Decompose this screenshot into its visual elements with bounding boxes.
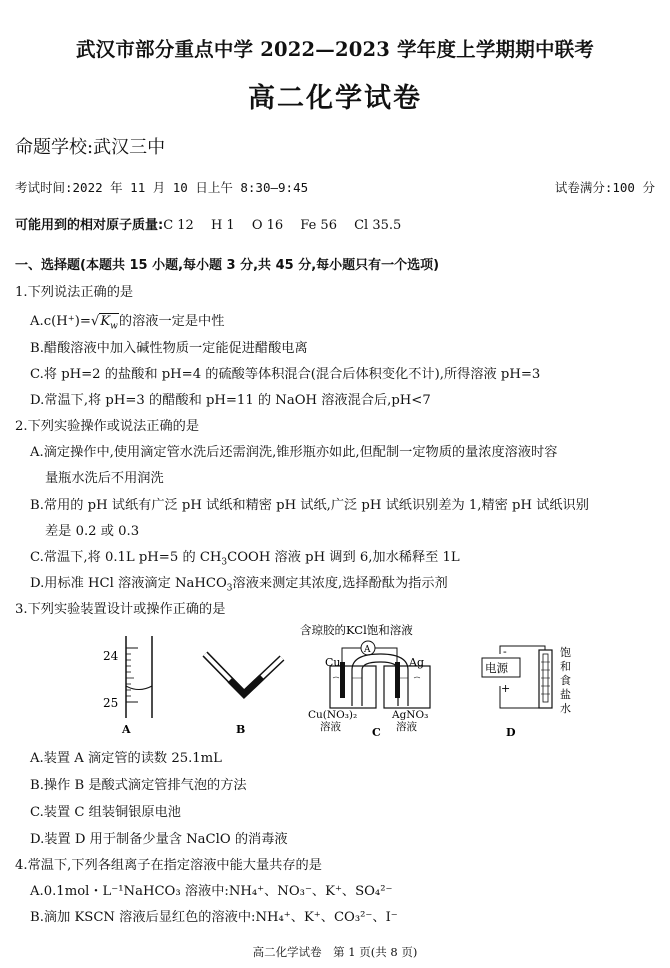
q1-a-pre: A.c(H⁺)= — [30, 314, 91, 329]
q1-option-a — [30, 310, 224, 332]
label-b: B — [236, 723, 246, 736]
page-footer: 高二化学试卷 第 1 页(共 8 页) — [252, 945, 418, 959]
q2-option-a-line1: A.滴定操作中,使用滴定管水洗后还需润洗,锥形瓶亦如此,但配制一定物质的量浓度溶液时容 — [30, 445, 558, 460]
q1-stem: 1.下列说法正确的是 — [15, 285, 134, 300]
tick-24: 24 — [103, 649, 119, 663]
q1-option-d: D.常温下,将 pH=3 的醋酸和 pH=11 的 NaOH 溶液混合后,pH<7 — [30, 393, 431, 408]
q1-a-post: 的溶液一定是中性 — [118, 314, 225, 329]
label-a: A — [122, 723, 131, 736]
cu-solution-label: Cu(NO₃)₂ — [308, 709, 358, 721]
paper-subtitle: 高二化学试卷 — [248, 83, 422, 114]
cu-solution-label-2: 溶液 — [320, 721, 341, 733]
q4-stem: 4.常温下,下列各组离子在指定溶液中能大量共存的是 — [15, 858, 322, 873]
atomic-mass-values: C 12 H 1 O 16 Fe 56 Cl 35.5 — [163, 218, 402, 233]
brine-char-3: 食 — [560, 674, 571, 687]
exam-time: 考试时间:2022 年 11 月 10 日上午 8:30—9:45 — [15, 180, 309, 195]
q1-a-sqrt: $K_w$ — [100, 314, 118, 332]
minus-sign: - — [503, 645, 507, 658]
apparatus-a-burette — [103, 636, 152, 736]
salt-bridge-label: 含琼胶的KCl饱和溶液 — [300, 623, 413, 637]
label-c: C — [372, 726, 381, 739]
ag-solution-label-2: 溶液 — [396, 721, 417, 733]
q2-option-b-line2: 差是 0.2 或 0.3 — [45, 524, 140, 539]
setter-school: 命题学校:武汉三中 — [15, 137, 166, 158]
power-source-label: 电源 — [485, 661, 508, 675]
brine-char-5: 水 — [560, 702, 571, 715]
exam-title: 武汉市部分重点中学 2022—2023 学年度上学期期中联考 — [75, 38, 595, 61]
apparatus-b-burette — [205, 654, 282, 736]
q3-option-b: B.操作 B 是酸式滴定管排气泡的方法 — [30, 778, 247, 793]
q3-option-a: A.装置 A 滴定管的读数 25.1mL — [30, 751, 222, 766]
q3-apparatus-figure — [0, 618, 670, 743]
q2-option-b-line1: B.常用的 pH 试纸有广泛 pH 试纸和精密 pH 试纸,广泛 pH 试纸识别差为 1,精密 pH 试纸识别 — [30, 498, 589, 513]
atomic-mass-line — [15, 214, 401, 233]
q1-option-c: C.将 pH=2 的盐酸和 pH=4 的硫酸等体积混合(混合后体积变化不计),所得溶液 pH=3 — [30, 367, 541, 382]
cu-electrode-label: Cu — [325, 656, 341, 669]
full-score: 试卷满分:100 分 — [554, 180, 655, 195]
brine-char-2: 和 — [560, 660, 571, 673]
q4-option-b: B.滴加 KSCN 溶液后显红色的溶液中:NH₄⁺、K⁺、CO₃²⁻、I⁻ — [30, 910, 398, 925]
q4-option-a: A.0.1mol・L⁻¹NaHCO₃ 溶液中:NH₄⁺、NO₃⁻、K⁺、SO₄²⁻ — [30, 884, 393, 899]
atomic-mass-label: 可能用到的相对原子质量: — [15, 218, 164, 233]
q2-option-a-line2: 量瓶水洗后不用润洗 — [45, 471, 164, 486]
apparatus-c-galvanic-cell — [300, 623, 430, 739]
apparatus-d-electrolysis — [482, 645, 571, 739]
ammeter-symbol: A — [364, 645, 371, 655]
label-d: D — [506, 726, 516, 739]
section-title: 一、选择题(本题共 15 小题,每小题 3 分,共 45 分,每小题只有一个选项) — [15, 258, 440, 273]
ag-solution-label: AgNO₃ — [392, 709, 429, 721]
brine-char-1: 饱 — [560, 646, 571, 659]
q3-option-c: C.装置 C 组装铜银原电池 — [30, 805, 181, 820]
q3-option-d: D.装置 D 用于制备少量含 NaClO 的消毒液 — [30, 832, 288, 847]
sqrt-symbol: √ — [90, 314, 100, 329]
ag-electrode-label: Ag — [409, 656, 424, 669]
brine-char-4: 盐 — [560, 688, 571, 701]
tick-25: 25 — [103, 696, 119, 710]
q2-option-d: D.用标准 HCl 溶液滴定 NaHCO$_3$溶液来测定其浓度,选择酚酞为指示剂 — [30, 576, 448, 594]
q2-stem: 2.下列实验操作或说法正确的是 — [15, 419, 200, 434]
q1-option-b: B.醋酸溶液中加入碱性物质一定能促进醋酸电离 — [30, 341, 308, 356]
q2-option-c: C.常温下,将 0.1L pH=5 的 $CH_3COOH$ 溶液 pH 调到 6,加水稀释至 1L — [30, 550, 460, 568]
plus-sign: + — [501, 682, 511, 695]
q3-stem: 3.下列实验装置设计或操作正确的是 — [15, 602, 226, 617]
